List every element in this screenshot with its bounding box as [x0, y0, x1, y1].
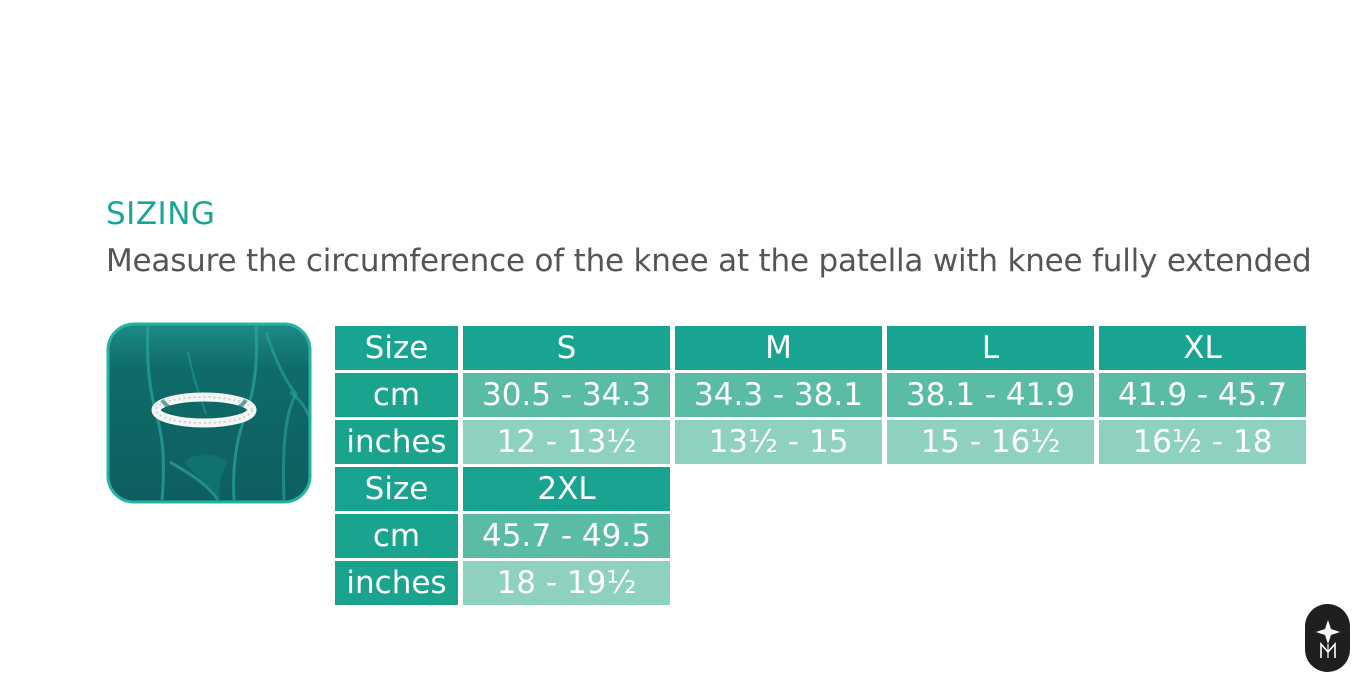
row-label-inches-2: inches [335, 561, 458, 605]
inches-2xl: 18 - 19½ [463, 561, 670, 605]
cm-s: 30.5 - 34.3 [463, 373, 670, 417]
inches-xl: 16½ - 18 [1099, 420, 1306, 464]
cm-2xl: 45.7 - 49.5 [463, 514, 670, 558]
inches-l: 15 - 16½ [887, 420, 1094, 464]
knee-measurement-icon [106, 322, 312, 504]
row-label-cm: cm [335, 373, 458, 417]
cm-xl: 41.9 - 45.7 [1099, 373, 1306, 417]
page-title: SIZING [106, 196, 216, 232]
measurement-instruction: Measure the circumference of the knee at the patella with knee fully extended [106, 243, 1312, 279]
brand-logo-icon[interactable] [1305, 604, 1350, 672]
size-m: M [675, 326, 882, 370]
row-label-size-2: Size [335, 467, 458, 511]
size-2xl: 2XL [463, 467, 670, 511]
inches-s: 12 - 13½ [463, 420, 670, 464]
cm-l: 38.1 - 41.9 [887, 373, 1094, 417]
size-l: L [887, 326, 1094, 370]
row-label-size: Size [335, 326, 458, 370]
size-xl: XL [1099, 326, 1306, 370]
size-s: S [463, 326, 670, 370]
row-label-cm-2: cm [335, 514, 458, 558]
row-label-inches: inches [335, 420, 458, 464]
cm-m: 34.3 - 38.1 [675, 373, 882, 417]
inches-m: 13½ - 15 [675, 420, 882, 464]
